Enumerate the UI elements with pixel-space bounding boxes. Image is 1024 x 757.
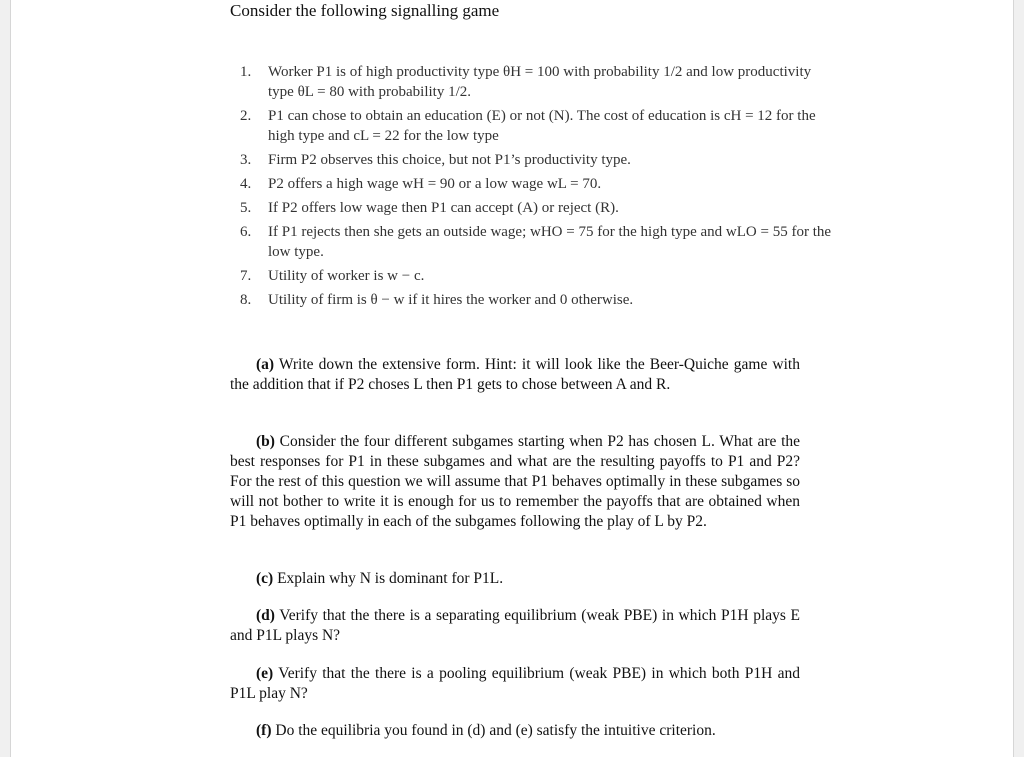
question-label: (f) [256,722,272,739]
list-item [240,266,840,286]
assumptions-list [240,62,840,314]
list-item-text: If P2 offers low wage then P1 can accept (A) or reject (R). [268,200,619,216]
list-item-text: Utility of worker is w − c. [268,268,425,284]
list-item [240,290,840,310]
page-edge-right [1013,0,1024,757]
question-label: (b) [256,433,275,450]
page-edge-left [0,0,11,757]
list-item-number: 2. [240,108,252,124]
list-item-text: P1 can chose to obtain an education (E) or not (N). The cost of education is cH = 12 for the high type and cL = 22 for the low type [268,108,816,144]
list-item-number: 5. [240,200,252,216]
question-text: Do the equilibria you found in (d) and (e) satisfy the intuitive criterion. [275,722,716,739]
question-text: Consider the four different subgames starting when P2 has chosen L. What are the best responses for P1 in these subgames and what are the resulting payoffs to P1 and P2? For the rest of this question we will assume that P1 behaves optimally in these subgames so will not bother to write it is enough for us to remember the payoffs that are obtained when P1 behaves optimally in each of the subgames following the play of L by P2. [230,433,801,530]
question-e [230,664,800,704]
question-c [230,569,800,589]
list-item-number: 8. [240,292,252,308]
list-item-number: 7. [240,268,252,284]
list-item [240,62,840,102]
question-b [230,432,800,532]
list-item [240,106,840,146]
list-item [240,222,840,262]
question-a [230,355,800,395]
list-item-number: 3. [240,152,252,168]
list-item [240,174,840,194]
problem-heading: Consider the following signalling game [230,1,500,20]
question-d [230,606,800,646]
question-text: Write down the extensive form. Hint: it will look like the Beer-Quiche game with the addition that if P2 choses L then P1 gets to chose between A and R. [230,356,800,393]
question-f [230,721,800,741]
list-item-text: P2 offers a high wage wH = 90 or a low wage wL = 70. [268,176,602,192]
list-item [240,198,840,218]
list-item-number: 4. [240,176,252,192]
question-text: Explain why N is dominant for P1L. [277,570,504,587]
question-label: (a) [256,356,275,373]
question-label: (e) [256,665,274,682]
list-item [240,150,840,170]
question-label: (c) [256,570,274,587]
question-text: Verify that the there is a separating equilibrium (weak PBE) in which P1H plays E and P1L plays N? [230,607,800,644]
question-text: Verify that the there is a pooling equilibrium (weak PBE) in which both P1H and P1L play N? [230,665,800,702]
list-item-text: Worker P1 is of high productivity type θH = 100 with probability 1/2 and low productivity type θL = 80 with probability 1/2. [268,64,812,100]
question-label: (d) [256,607,275,624]
list-item-number: 6. [240,224,252,240]
list-item-number: 1. [240,64,252,80]
list-item-text: If P1 rejects then she gets an outside wage; wHO = 75 for the high type and wLO = 55 for the low type. [268,224,832,260]
list-item-text: Utility of firm is θ − w if it hires the worker and 0 otherwise. [268,292,634,308]
list-item-text: Firm P2 observes this choice, but not P1’s productivity type. [268,152,631,168]
